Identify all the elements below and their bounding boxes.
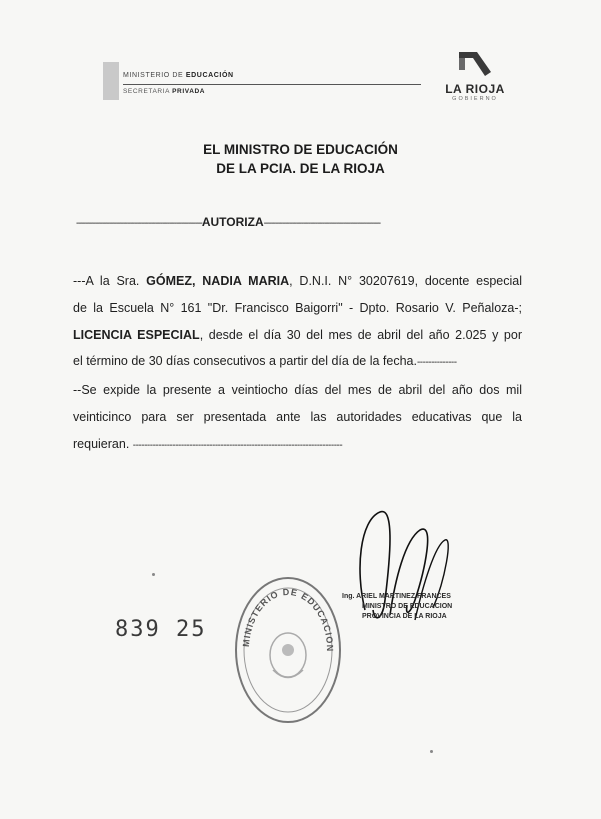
la-rioja-logo-icon	[455, 50, 495, 80]
ministry-label	[123, 72, 234, 79]
speck-mark	[152, 573, 155, 576]
body-l1-prefix: ---A la Sra.	[73, 274, 147, 288]
letterhead-accent	[103, 62, 119, 100]
ministry-seal-stamp	[233, 575, 343, 730]
signatory-title: MINISTRO DE EDUCACION	[362, 603, 453, 610]
la-rioja-logo	[437, 50, 513, 106]
body-l7-dashes: --------------------------------------------------------------------------	[132, 440, 343, 451]
autoriza-left-dashes: ------------------------------------------------------	[76, 218, 202, 229]
logo-name: LA RIOJA	[445, 82, 505, 96]
employee-name: GÓMEZ, NADIA MARIA	[146, 274, 290, 288]
autoriza-heading	[76, 215, 525, 229]
body-l4-dashes: --------------	[416, 357, 457, 368]
body-l1-rest: , D.N.I. N° 30207619, docente especial	[289, 274, 522, 288]
document-title-line-1: EL MINISTRO DE EDUCACIÓN	[203, 142, 398, 157]
signatory-province: PROVINCIA DE LA RIOJA	[362, 613, 447, 620]
body-l4-text: el término de 30 días consecutivos a partir del día de la fecha.	[73, 354, 417, 368]
letterhead-rule	[123, 84, 421, 85]
body-line-7	[73, 437, 522, 451]
svg-text:MINISTERIO DE EDUCACION	[241, 587, 335, 652]
speck-mark	[430, 750, 433, 753]
body-line-4	[73, 354, 522, 368]
body-l7-text: requieran.	[73, 437, 133, 451]
secretaria-prefix: SECRETARIA	[123, 88, 170, 95]
body-line-1	[73, 274, 522, 288]
ministry-name: EDUCACIÓN	[185, 72, 234, 79]
secretaria-name: PRIVADA	[172, 88, 206, 95]
signatory-name: Ing. ARIEL MARTINEZ FRANCES	[342, 593, 451, 600]
secretaria-label	[123, 88, 205, 95]
letterhead	[103, 60, 421, 102]
autoriza-right-dashes: --------------------------------------------------	[263, 218, 381, 229]
registration-number: 839 25	[115, 617, 207, 642]
body-line-3	[73, 328, 522, 342]
license-type: LICENCIA ESPECIAL	[73, 328, 200, 342]
logo-subtitle: GOBIERNO	[452, 96, 498, 102]
document-title-line-2: DE LA PCIA. DE LA RIOJA	[216, 161, 385, 176]
body-l3-rest: , desde el día 30 del mes de abril del año 2.025 y por	[199, 328, 522, 342]
body-line-6: veinticinco para ser presentada ante las autoridades educativas que la	[73, 410, 522, 424]
autoriza-word: AUTORIZA	[201, 215, 264, 229]
ministry-prefix: MINISTERIO DE	[123, 72, 184, 79]
body-line-5: --Se expide la presente a veintiocho días del mes de abril del año dos mil	[73, 383, 522, 397]
seal-text: MINISTERIO DE EDUCACION	[240, 586, 336, 653]
body-line-2: de la Escuela N° 161 "Dr. Francisco Baigorri" - Dpto. Rosario V. Peñaloza-;	[73, 301, 522, 315]
